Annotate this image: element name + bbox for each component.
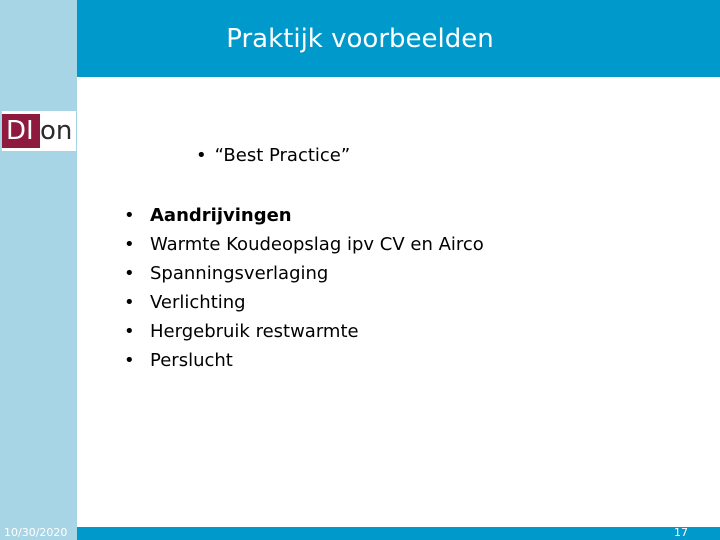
bullet-dot: • [124,263,135,284]
footer-bar [77,527,720,540]
bullet-list [124,201,484,375]
sub-bullet-text: “Best Practice” [214,145,351,166]
list-item-label: Perslucht [150,350,233,371]
list-item [124,317,484,346]
left-sidebar-band [0,0,77,540]
list-item [124,259,484,288]
list-item-label: Verlichting [150,292,246,313]
list-item [124,346,484,375]
list-item [124,201,484,230]
bullet-dot: • [124,205,135,226]
bullet-dot: • [124,234,135,255]
page-number: 17 [674,526,688,539]
list-item [124,230,484,259]
list-item [124,288,484,317]
list-item-label: Hergebruik restwarmte [150,321,359,342]
list-item-label: Spanningsverlaging [150,263,329,284]
bullet-dot: • [196,145,207,166]
footer-date: 10/30/2020 [4,526,68,539]
slide-title: Praktijk voorbeelden [226,24,494,54]
sub-bullet [196,144,350,168]
bullet-dot: • [124,350,135,371]
list-item-label: Aandrijvingen [150,205,292,226]
list-item-label: Warmte Koudeopslag ipv CV en Airco [150,234,484,255]
logo-text-left: DI [6,116,34,146]
logo-text-right: on [40,116,73,146]
dion-logo [2,111,76,151]
bullet-dot: • [124,292,135,313]
bullet-dot: • [124,321,135,342]
